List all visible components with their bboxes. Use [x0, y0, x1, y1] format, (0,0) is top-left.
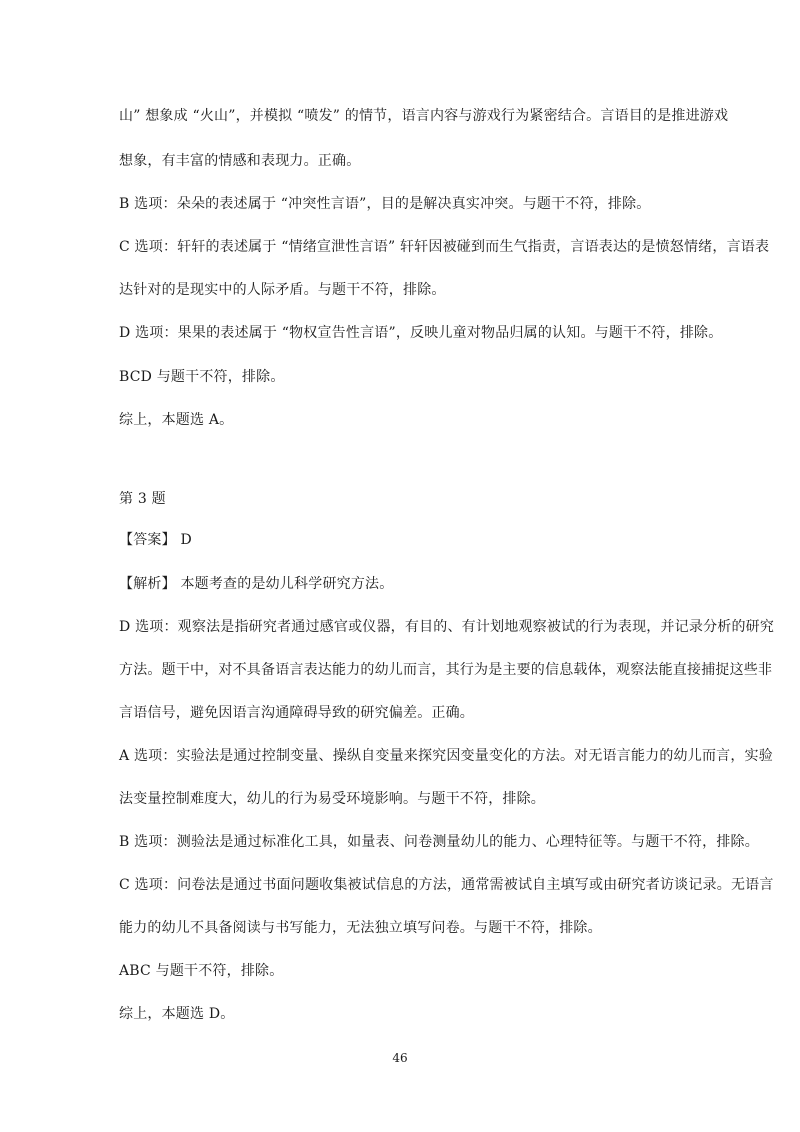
page-number: 46	[392, 1051, 408, 1065]
question-heading: 第 3 题	[119, 491, 166, 507]
text-line: 综上，本题选 A。	[119, 412, 234, 428]
text-line: C 选项：轩轩的表述属于 “情绪宣泄性言语” 轩轩因被碰到而生气指责，言语表达的是愤怒情绪，言语表	[119, 239, 770, 255]
text-line: 想象，有丰富的情感和表现力。正确。	[119, 153, 361, 169]
text-line: 言语信号，避免因语言沟通障碍导致的研究偏差。正确。	[119, 705, 474, 721]
text-line: B 选项：测验法是通过标准化工具，如量表、问卷测量幼儿的能力、心理特征等。与题干不符，排除。	[119, 834, 759, 850]
text-line: D 选项：果果的表述属于 “物权宣告性言语”，反映儿童对物品归属的认知。与题干不符，排除。	[119, 325, 723, 341]
analysis-line: 【解析】 本题考查的是幼儿科学研究方法。	[119, 576, 394, 592]
text-line: D 选项：观察法是指研究者通过感官或仪器，有目的、有计划地观察被试的行为表现，并记录分析的研究	[119, 619, 775, 635]
text-line: A 选项：实验法是通过控制变量、操纵自变量来探究因变量变化的方法。对无语言能力的幼儿而言，实验	[119, 748, 773, 764]
text-line: 能力的幼儿不具备阅读与书写能力，无法独立填写问卷。与题干不符，排除。	[119, 920, 602, 936]
text-line: 综上，本题选 D。	[119, 1006, 235, 1022]
answer-line: 【答案】 D	[119, 532, 192, 548]
text-line: 法变量控制难度大，幼儿的行为易受环境影响。与题干不符，排除。	[119, 791, 545, 807]
text-line: 达针对的是现实中的人际矛盾。与题干不符，排除。	[119, 282, 446, 298]
text-line: BCD 与题干不符，排除。	[119, 369, 285, 385]
text-line: C 选项：问卷法是通过书面问题收集被试信息的方法，通常需被试自主填写或由研究者访谈记录。无语言	[119, 877, 774, 893]
text-line: B 选项：朵朵的表述属于 “冲突性言语”，目的是解决真实冲突。与题干不符，排除。	[119, 196, 651, 212]
text-line: ABC 与题干不符，排除。	[119, 963, 284, 979]
text-line: 方法。题干中，对不具备语言表达能力的幼儿而言，其行为是主要的信息载体，观察法能直接捕捉这些非	[119, 662, 773, 678]
text-line: 山” 想象成 “火山”，并模拟 “喷发” 的情节，语言内容与游戏行为紧密结合。言语目的是推进游戏	[119, 108, 729, 124]
